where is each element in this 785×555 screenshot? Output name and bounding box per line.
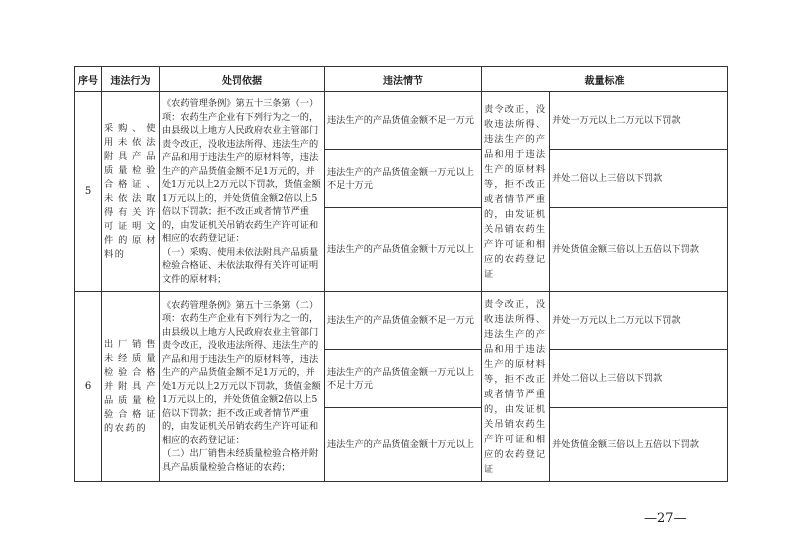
row-standard: 并处一万元以上二万元以下罚款 <box>550 292 728 350</box>
row-circumstance: 违法生产的产品货值金额十万元以上 <box>325 208 482 292</box>
row-circumstance: 违法生产的产品货值金额不足一万元 <box>325 292 482 350</box>
row-standard: 并处一万元以上二万元以下罚款 <box>550 92 728 150</box>
row-circumstance: 违法生产的产品货值金额一万元以上不足十万元 <box>325 350 482 408</box>
row-common-measure: 责令改正，没收违法所得、违法生产的产品和用于违法生产的原材料等，拒不改正或者情节严重的，由发证机关吊销农药生产许可证和相应的农药登记证 <box>482 92 550 292</box>
table-row <box>75 92 728 150</box>
row-standard: 并处货值金额三倍以上五倍以下罚款 <box>550 408 728 482</box>
table-row <box>75 292 728 350</box>
row-violation: 出厂销售未经质量检验合格并附具产品质量检验合格证的农药的 <box>102 292 160 482</box>
row-legal-basis: 《农药管理条例》第五十三条第（一）项：农药生产企业有下列行为之一的，由县级以上地方人民政府农业主管部门责令改正，没收违法所得、违法生产的产品和用于违法生产的原材料等，违法生产的产品货值金额不足1万元的，并处1万元以上2万元以下罚款，货值金额1万元以上的，并处货值金额2倍以上5倍以下罚款；拒不改正或者情节严重的，由发证机关吊销农药生产许可证和相应的农药登记证： （一）采购、使用未依法附具产品质量检验合格证、未依法取得有关许可证明文件的原材料； <box>160 92 325 292</box>
page-number: —27— <box>644 511 687 526</box>
table-header-row <box>75 67 728 92</box>
header-circumstance: 违法情节 <box>325 67 482 92</box>
penalty-table <box>74 66 728 482</box>
row-standard: 并处货值金额三倍以上五倍以下罚款 <box>550 208 728 292</box>
row-legal-basis: 《农药管理条例》第五十三条第（二）项：农药生产企业有下列行为之一的，由县级以上地方人民政府农业主管部门责令改正，没收违法所得、违法生产的产品和用于违法生产的原材料等，违法生产的产品货值金额不足1万元的，并处1万元以上2万元以下罚款，货值金额1万元以上的，并处货值金额2倍以上5倍以下罚款；拒不改正或者情节严重的，由发证机关吊销农药生产许可证和相应的农药登记证： （二）出厂销售未经质量检验合格并附具产品质量检验合格证的农药； <box>160 292 325 482</box>
row-seq: 5 <box>75 92 102 292</box>
row-circumstance: 违法生产的产品货值金额十万元以上 <box>325 408 482 482</box>
row-circumstance: 违法生产的产品货值金额不足一万元 <box>325 92 482 150</box>
header-basis: 处罚依据 <box>160 67 325 92</box>
row-standard: 并处二倍以上三倍以下罚款 <box>550 350 728 408</box>
row-common-measure: 责令改正，没收违法所得、违法生产的产品和用于违法生产的原材料等，拒不改正或者情节严重的，由发证机关吊销农药生产许可证和相应的农药登记证 <box>482 292 550 482</box>
header-act: 违法行为 <box>102 67 160 92</box>
header-standard: 裁量标准 <box>482 67 728 92</box>
row-circumstance: 违法生产的产品货值金额一万元以上不足十万元 <box>325 150 482 208</box>
row-violation: 采购、使用未依法附具产品质量检验合格证、未依法取得有关许可证明文件的原材料的 <box>102 92 160 292</box>
row-standard: 并处二倍以上三倍以下罚款 <box>550 150 728 208</box>
header-seq: 序号 <box>75 67 102 92</box>
row-seq: 6 <box>75 292 102 482</box>
